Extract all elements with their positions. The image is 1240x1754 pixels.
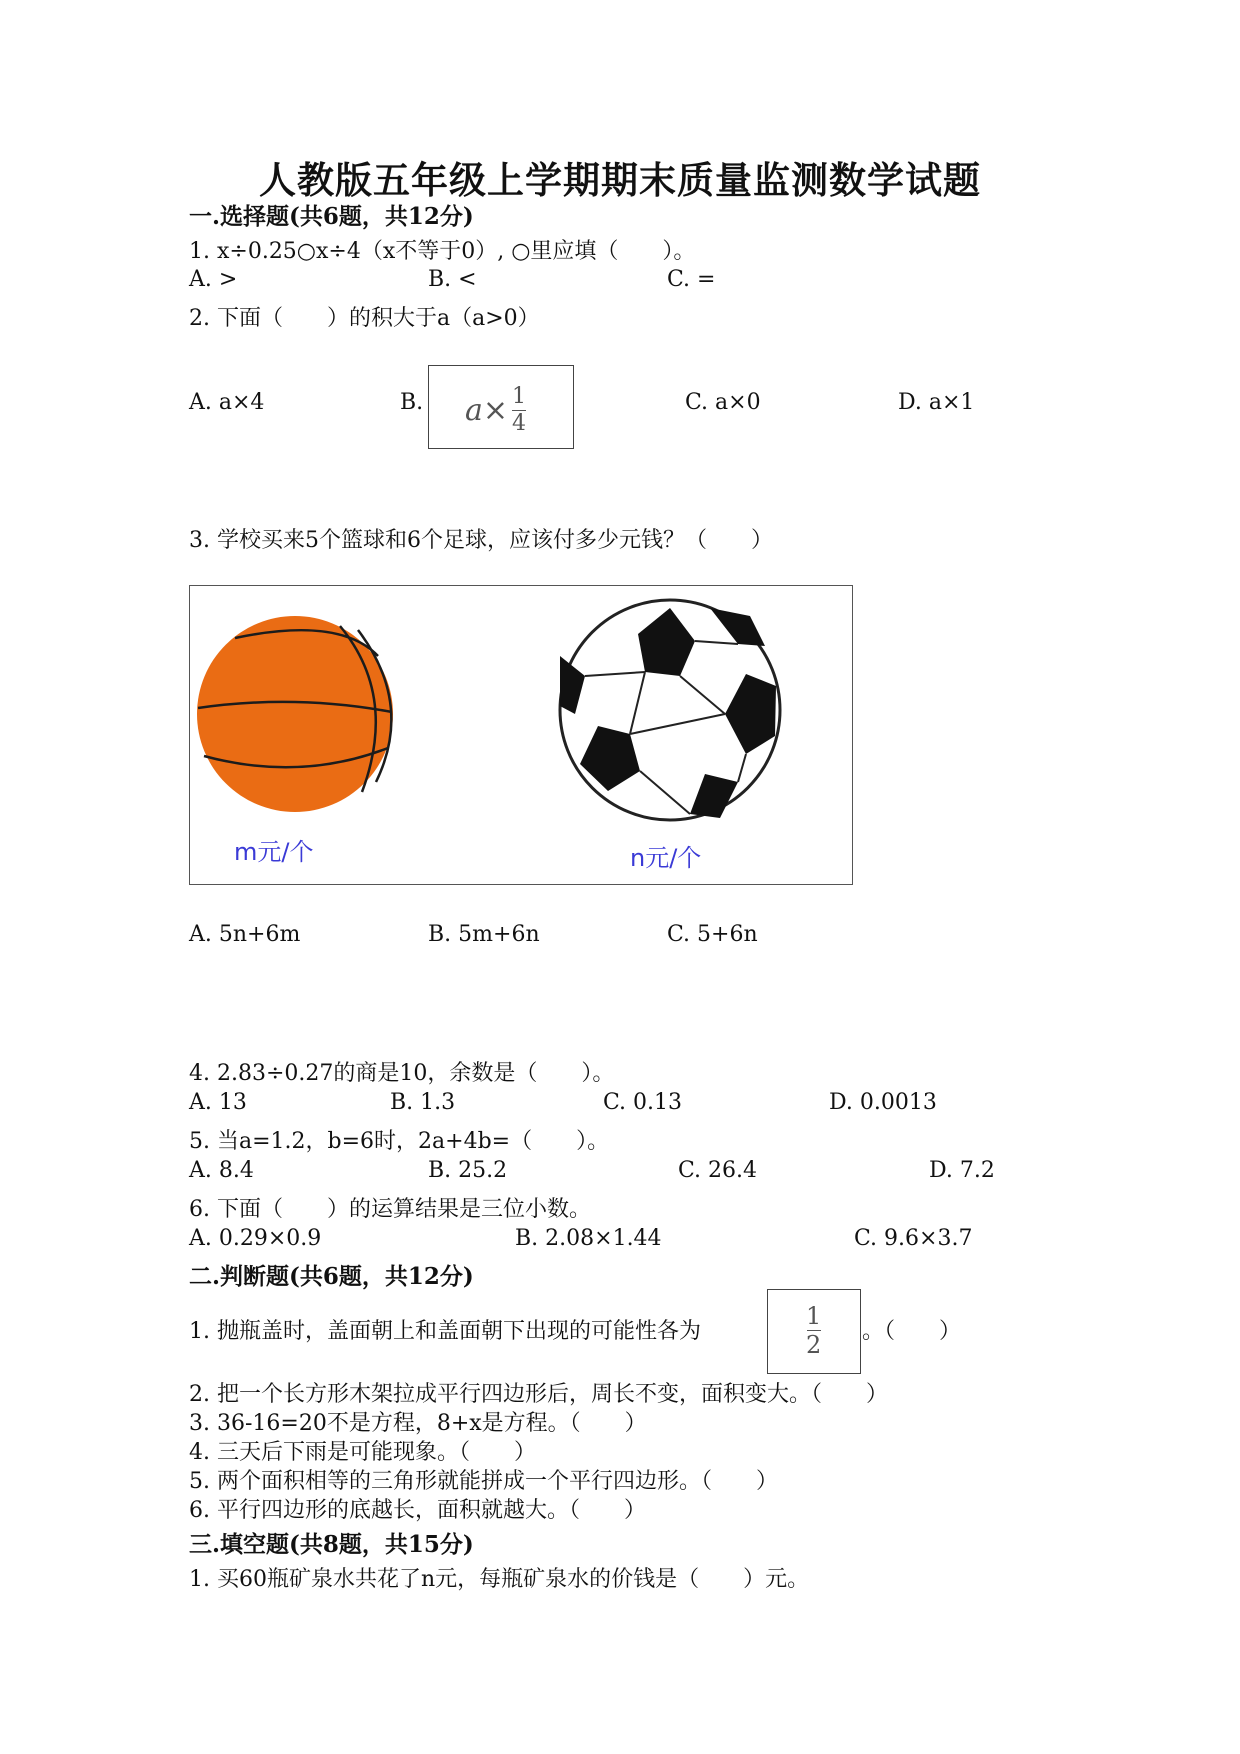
question-6-text: 6. 下面（ ）的运算结果是三位小数。: [189, 1197, 591, 1222]
q3-option-a: A. 5n+6m: [189, 922, 301, 947]
q2-formula-expr: a×: [465, 393, 509, 428]
soccer-ball-icon: [560, 600, 780, 820]
q3-option-b: B. 5m+6n: [428, 922, 540, 947]
fraction-numerator: 1: [512, 384, 527, 409]
q6-option-b: B. 2.08×1.44: [515, 1226, 662, 1251]
q2-option-b-formula-box: [428, 365, 574, 449]
fraction-denominator: 2: [806, 1331, 822, 1359]
q4-option-d: D. 0.0013: [829, 1090, 937, 1115]
q4-option-a: A. 13: [189, 1090, 247, 1115]
section-heading-judgement: 二.判断题(共6题，共12分): [189, 1263, 474, 1290]
judge-6-text: 6. 平行四边形的底越长，面积就越大。（ ）: [189, 1498, 646, 1523]
judge-1-text: 1. 抛瓶盖时，盖面朝上和盖面朝下出现的可能性各为: [189, 1319, 701, 1344]
fraction-denominator: 4: [512, 411, 527, 436]
question-1-text: 1. x÷0.25○x÷4（x不等于0）, ○里应填（ ）。: [189, 239, 696, 264]
q4-option-b: B. 1.3: [390, 1090, 456, 1115]
question-5-text: 5. 当a=1.2，b=6时，2a+4b=（ ）。: [189, 1129, 610, 1154]
q3-option-c: C. 5+6n: [667, 922, 758, 947]
fraction-one-half: [806, 1304, 821, 1357]
q2-option-c: C. a×0: [685, 390, 761, 415]
q6-option-c: C. 9.6×3.7: [854, 1226, 973, 1251]
question-2-text: 2. 下面（ ）的积大于a（a>0）: [189, 306, 540, 331]
q2-option-d: D. a×1: [898, 390, 975, 415]
q5-option-a: A. 8.4: [189, 1158, 254, 1183]
basketball-icon: [197, 616, 393, 812]
judge-4-text: 4. 三天后下雨是可能现象。（ ）: [189, 1440, 536, 1465]
judge-1-answer-blank: 。（ ）: [862, 1319, 962, 1344]
q1-option-c: C. =: [667, 267, 716, 292]
section-heading-choice: 一.选择题(共6题，共12分): [189, 203, 474, 230]
question-3-text: 3. 学校买来5个篮球和6个足球，应该付多少元钱？（ ）: [189, 528, 773, 553]
q2-option-b: B.: [400, 390, 424, 415]
q5-option-d: D. 7.2: [929, 1158, 995, 1183]
basketball-price-label: m元/个: [234, 838, 314, 866]
question-4-text: 4. 2.83÷0.27的商是10，余数是（ ）。: [189, 1061, 615, 1086]
section-heading-fill-blank: 三.填空题(共8题，共15分): [189, 1531, 474, 1558]
q4-option-c: C. 0.13: [603, 1090, 683, 1115]
fill-1-text: 1. 买60瓶矿泉水共花了n元，每瓶矿泉水的价钱是（ ）元。: [189, 1567, 810, 1592]
judge-5-text: 5. 两个面积相等的三角形就能拼成一个平行四边形。（ ）: [189, 1469, 778, 1494]
q1-option-a: A. >: [189, 267, 238, 292]
fraction-numerator: 1: [806, 1302, 822, 1330]
q5-option-b: B. 25.2: [428, 1158, 508, 1183]
page-title: 人教版五年级上学期期末质量监测数学试题: [259, 158, 981, 202]
q2-option-a: A. a×4: [189, 390, 265, 415]
q5-option-c: C. 26.4: [678, 1158, 758, 1183]
judge-2-text: 2. 把一个长方形木架拉成平行四边形后，周长不变，面积变大。（ ）: [189, 1382, 888, 1407]
judge-3-text: 3. 36-16=20不是方程，8+x是方程。（ ）: [189, 1411, 647, 1436]
balls-picture: [189, 585, 853, 885]
fraction-one-quarter: [512, 386, 526, 435]
q6-option-a: A. 0.29×0.9: [189, 1226, 322, 1251]
soccer-price-label: n元/个: [630, 844, 702, 872]
q1-option-b: B. <: [428, 267, 477, 292]
judge-1-fraction-box: [767, 1289, 861, 1374]
